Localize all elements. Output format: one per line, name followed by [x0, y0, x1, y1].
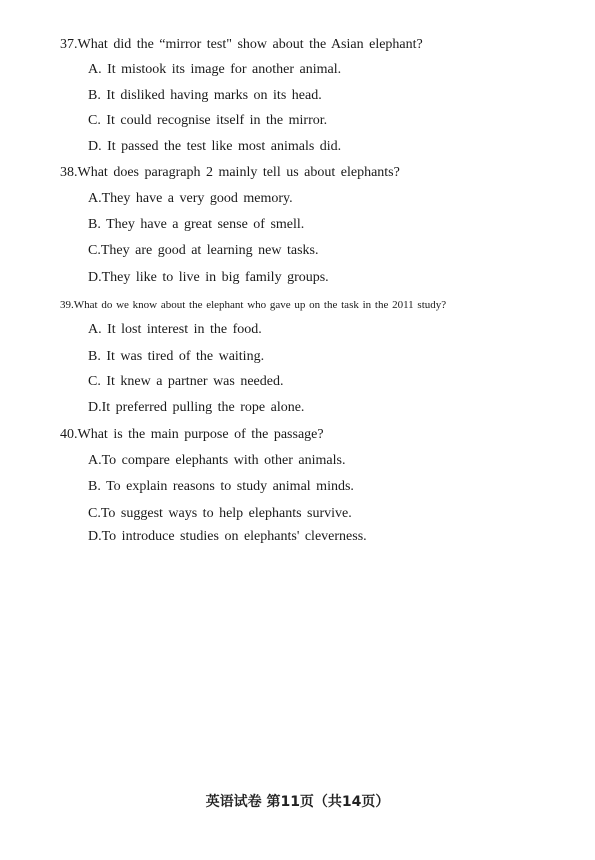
question-39-text: 39.What do we know about the elephant who gave up on the task in the 2011 study?	[60, 299, 447, 311]
question-38-option-b: B. They have a great sense of smell.	[88, 217, 305, 232]
question-39-option-c: C. It knew a partner was needed.	[88, 374, 284, 389]
question-37-option-c: C. It could recognise itself in the mirror.	[88, 113, 328, 128]
question-38-text: 38.What does paragraph 2 mainly tell us about elephants?	[60, 165, 400, 180]
question-38-option-d: D.They like to live in big family groups.	[88, 270, 329, 285]
question-37-option-a: A. It mistook its image for another animal.	[88, 62, 342, 77]
question-38-option-a: A.They have a very good memory.	[88, 191, 293, 206]
question-40-text: 40.What is the main purpose of the passage?	[60, 427, 324, 442]
question-39-option-d: D.It preferred pulling the rope alone.	[88, 400, 305, 415]
question-37-option-d: D. It passed the test like most animals did.	[88, 139, 342, 154]
question-40-option-a: A.To compare elephants with other animals.	[88, 453, 346, 468]
page-footer: 英语试卷 第11页（共14页）	[205, 794, 390, 810]
question-38-option-c: C.They are good at learning new tasks.	[88, 243, 319, 258]
question-40-option-c: C.To suggest ways to help elephants survive.	[88, 506, 352, 521]
question-39-option-a: A. It lost interest in the food.	[88, 322, 262, 337]
question-37-text: 37.What did the “mirror test" show about the Asian elephant?	[60, 37, 423, 52]
question-39-option-b: B. It was tired of the waiting.	[88, 349, 265, 364]
question-40-option-b: B. To explain reasons to study animal minds.	[88, 479, 354, 494]
question-40-option-d: D.To introduce studies on elephants' cleverness.	[88, 529, 367, 544]
question-37-option-b: B. It disliked having marks on its head.	[88, 88, 322, 103]
